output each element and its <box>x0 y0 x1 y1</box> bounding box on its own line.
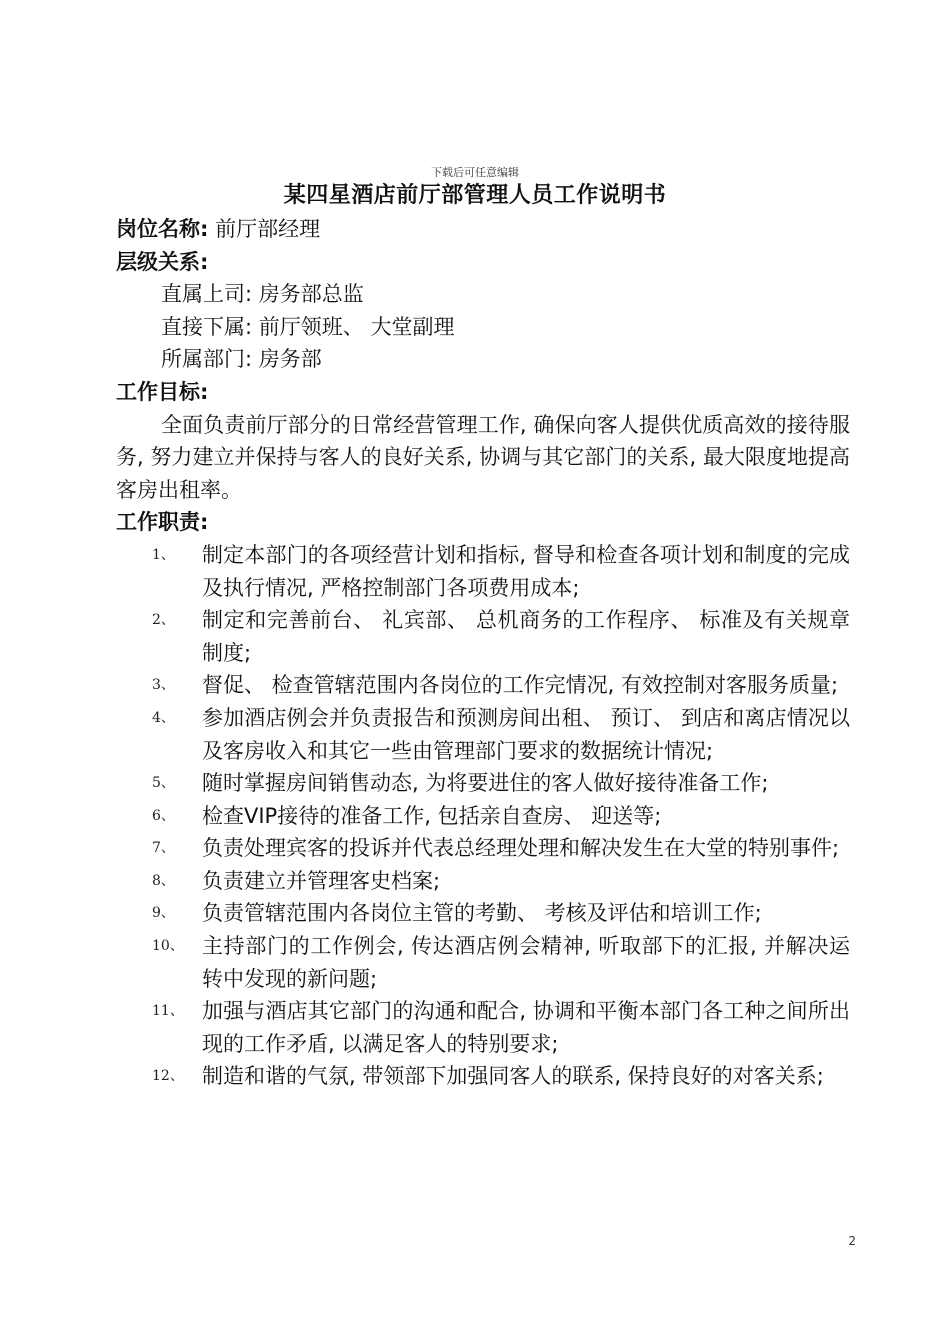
position-label: 岗位名称: <box>116 217 209 241</box>
duty-number: 5、 <box>152 775 175 792</box>
duty-text: 随时掌握房间销售动态, 为将要进住的客人做好接待准备工作; <box>202 771 769 796</box>
duty-item <box>116 832 850 865</box>
duty-text: 制定本部门的各项经营计划和指标, 督导和检查各项计划和制度的完成及执行情况, 严格控制部门各项费用成本; <box>202 542 850 600</box>
duty-number: 1、 <box>152 546 175 563</box>
duty-text: 制定和完善前台、 礼宾部、 总机商务的工作程序、 标准及有关规章制度; <box>202 608 850 665</box>
duty-item <box>116 800 850 833</box>
duty-number: 9、 <box>152 905 175 922</box>
duty-item <box>116 702 850 767</box>
objective-heading: 工作目标: <box>116 379 209 404</box>
duty-text: 加强与酒店其它部门的沟通和配合, 协调和平衡本部门各工种之间所出现的工作矛盾, 以满足客人的特别要求; <box>202 999 850 1056</box>
hierarchy-row-supervisor <box>116 278 850 311</box>
duty-number: 3、 <box>152 677 175 694</box>
duty-text: 参加酒店例会并负责报告和预测房间出租、 预订、 到店和离店情况以及客房收入和其它一些由管理部门要求的数据统计情况; <box>202 705 850 763</box>
duty-text: 检查VIP接待的准备工作, 包括亲自查房、 迎送等; <box>202 803 662 828</box>
position-value: 前厅部经理 <box>215 217 321 241</box>
duty-number: 4、 <box>152 709 175 726</box>
hierarchy-heading: 层级关系: <box>116 249 209 274</box>
objective-paragraph: 全面负责前厅部分的日常经营管理工作, 确保向客人提供优质高效的接待服务, 努力建立并保持与客人的良好关系, 协调与其它部门的关系, 最大限度地提高客房出租率。 <box>116 412 850 502</box>
hierarchy-row-label: 直接下属: <box>161 314 253 339</box>
hierarchy-row-value: 房务部总监 <box>258 282 364 307</box>
duty-item <box>116 767 850 800</box>
duties-heading: 工作职责: <box>116 510 209 535</box>
hierarchy-row-label: 直属上司: <box>161 282 253 307</box>
hierarchy-row-label: 所属部门: <box>161 347 253 372</box>
duty-text: 负责处理宾客的投诉并代表总经理处理和解决发生在大堂的特别事件; <box>202 836 840 861</box>
duty-text: 负责管辖范围内各岗位主管的考勤、 考核及评估和培训工作; <box>202 901 762 926</box>
duties-list <box>116 539 850 1093</box>
duty-item <box>116 995 850 1060</box>
duty-item <box>116 897 850 930</box>
document-title: 某四星酒店前厅部管理人员工作说明书 <box>283 183 667 208</box>
document-body <box>116 213 850 1093</box>
duty-number: 6、 <box>152 807 175 824</box>
page-number: 2 <box>848 1234 856 1248</box>
duty-item <box>116 865 850 898</box>
position-row <box>116 213 850 246</box>
duty-number: 11、 <box>152 1003 184 1020</box>
duty-number: 12、 <box>152 1068 184 1085</box>
duty-text: 负责建立并管理客史档案; <box>202 868 441 893</box>
duty-text: 督促、 检查管辖范围内各岗位的工作完情况, 有效控制对客服务质量; <box>202 673 839 698</box>
hierarchy-row-value: 前厅领班、 大堂副理 <box>258 314 455 339</box>
duty-text: 制造和谐的气氛, 带领部下加强同客人的联系, 保持良好的对客关系; <box>202 1064 824 1089</box>
duty-item <box>116 930 850 995</box>
duty-text: 主持部门的工作例会, 传达酒店例会精神, 听取部下的汇报, 并解决运转中发现的新问题; <box>202 934 850 991</box>
duty-number: 8、 <box>152 872 175 889</box>
duty-item <box>116 1060 850 1093</box>
header-note: 下载后可任意编辑 <box>431 166 519 179</box>
hierarchy-row-subordinates <box>116 311 850 344</box>
hierarchy-row-department <box>116 343 850 376</box>
duty-number: 7、 <box>152 840 175 857</box>
duty-number: 10、 <box>152 938 184 955</box>
duty-item <box>116 604 850 669</box>
duty-item <box>116 539 850 604</box>
hierarchy-row-value: 房务部 <box>258 347 322 372</box>
duty-number: 2、 <box>152 612 175 629</box>
duty-item <box>116 669 850 702</box>
